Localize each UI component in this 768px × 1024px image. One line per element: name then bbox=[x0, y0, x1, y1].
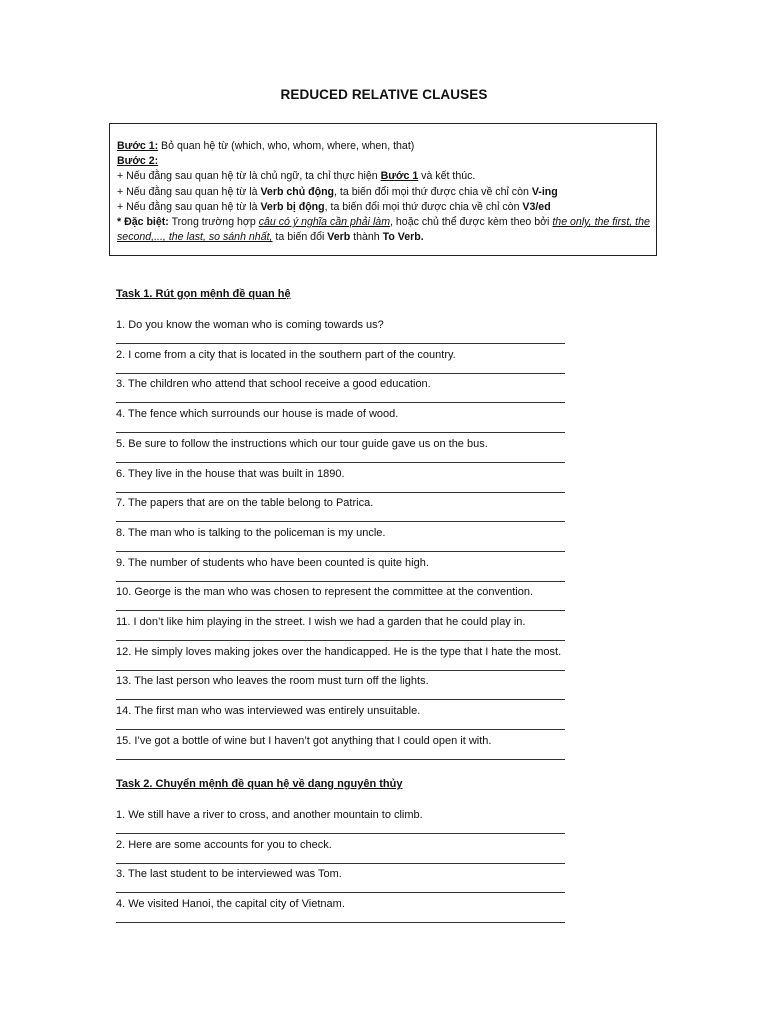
answer-line[interactable] bbox=[116, 833, 565, 834]
question-item: 13. The last person who leaves the room must turn off the lights. bbox=[116, 675, 429, 688]
question-item: 3. The children who attend that school receive a good education. bbox=[116, 378, 431, 391]
step2-label: Bước 2: bbox=[117, 155, 159, 168]
question-item: 2. I come from a city that is located in the southern part of the country. bbox=[116, 348, 456, 361]
answer-line[interactable] bbox=[116, 402, 565, 403]
rule-special bbox=[117, 215, 650, 245]
answer-line[interactable] bbox=[116, 492, 565, 493]
question-item: 5. Be sure to follow the instructions which our tour guide gave us on the bus. bbox=[116, 437, 488, 450]
special-thanh: thành bbox=[350, 231, 383, 244]
answer-line[interactable] bbox=[116, 892, 565, 893]
question-item: 4. We visited Hanoi, the capital city of Vietnam. bbox=[116, 898, 345, 911]
special-italic-1: câu có ý nghĩa cần phải làm bbox=[258, 216, 391, 229]
question-item: 2. Here are some accounts for you to check. bbox=[116, 838, 332, 851]
question-item: 12. He simply loves making jokes over the handicapped. He is the type that I hate the most. bbox=[116, 645, 562, 658]
rule-c-end: V3/ed bbox=[522, 200, 551, 213]
rule-c-bold: Verb bị động bbox=[260, 200, 325, 213]
task2-heading: Task 2. Chuyển mệnh đề quan hệ về dạng nguyên thủy bbox=[116, 778, 403, 790]
special-to-verb: To Verb. bbox=[382, 231, 424, 244]
question-item: 3. The last student to be interviewed was Tom. bbox=[116, 868, 342, 881]
question-item: 1. Do you know the woman who is coming towards us? bbox=[116, 319, 384, 331]
special-post: ta biến đổi bbox=[272, 231, 328, 244]
answer-line[interactable] bbox=[116, 581, 565, 582]
special-label: * Đặc biệt: bbox=[117, 216, 169, 229]
rule-passive bbox=[117, 200, 650, 215]
answer-line[interactable] bbox=[116, 343, 565, 344]
rule-a-post: và kết thúc. bbox=[418, 170, 476, 183]
answer-line[interactable] bbox=[116, 729, 565, 730]
rule-a-bold: Bước 1 bbox=[380, 170, 419, 183]
answer-line[interactable] bbox=[116, 759, 565, 760]
question-item: 1. We still have a river to cross, and another mountain to climb. bbox=[116, 809, 423, 821]
step1-text: Bỏ quan hệ từ (which, who, whom, where, when, that) bbox=[158, 140, 415, 152]
rules-box bbox=[109, 123, 657, 256]
answer-line[interactable] bbox=[116, 373, 565, 374]
question-item: 6. They live in the house that was built in 1890. bbox=[116, 467, 345, 480]
answer-line[interactable] bbox=[116, 670, 565, 671]
rule-b-end: V-ing bbox=[531, 185, 558, 198]
answer-line[interactable] bbox=[116, 521, 565, 522]
answer-line[interactable] bbox=[116, 610, 565, 611]
rule-step1 bbox=[117, 139, 650, 154]
answer-line[interactable] bbox=[116, 640, 565, 641]
page-title: REDUCED RELATIVE CLAUSES bbox=[280, 87, 488, 102]
special-italic-2: the only, the first, the second,..., the last, so sánh nhất, bbox=[117, 216, 650, 244]
question-item: 4. The fence which surrounds our house is made of wood. bbox=[116, 408, 399, 421]
answer-line[interactable] bbox=[116, 863, 565, 864]
question-item: 8. The man who is talking to the policeman is my uncle. bbox=[116, 526, 386, 539]
step1-label: Bước 1: bbox=[117, 140, 159, 152]
rule-b-bold: Verb chủ động bbox=[260, 185, 335, 198]
answer-line[interactable] bbox=[116, 922, 565, 923]
rule-step2 bbox=[117, 154, 650, 169]
question-item: 7. The papers that are on the table belong to Patrica. bbox=[116, 497, 374, 510]
rule-subject bbox=[117, 169, 650, 184]
rule-b-pre: + Nếu đằng sau quan hệ từ là bbox=[117, 185, 261, 198]
question-item: 15. I’ve got a bottle of wine but I haven’t got anything that I could open it with. bbox=[116, 734, 492, 747]
task1-heading: Task 1. Rút gọn mệnh đề quan hệ bbox=[116, 288, 291, 300]
special-mid: , hoặc chủ thể được kèm theo bởi bbox=[390, 216, 553, 229]
rule-b-mid: , ta biến đổi mọi thứ được chia về chỉ còn bbox=[334, 185, 532, 198]
question-item: 11. I don’t like him playing in the street. I wish we had a garden that he could play in. bbox=[116, 616, 526, 628]
special-pre: Trong trường hợp bbox=[168, 216, 259, 229]
answer-line[interactable] bbox=[116, 699, 565, 700]
question-item: 14. The first man who was interviewed was entirely unsuitable. bbox=[116, 705, 421, 718]
answer-line[interactable] bbox=[116, 432, 565, 433]
rule-a-pre: + Nếu đằng sau quan hệ từ là chủ ngữ, ta chỉ thực hiện bbox=[117, 170, 381, 183]
answer-line[interactable] bbox=[116, 551, 565, 552]
question-item: 10. George is the man who was chosen to represent the committee at the convention. bbox=[116, 586, 534, 599]
rule-c-mid: , ta biến đổi mọi thứ được chia về chỉ còn bbox=[324, 200, 523, 213]
rule-active bbox=[117, 185, 650, 200]
special-verb: Verb bbox=[327, 231, 351, 244]
rule-c-pre: + Nếu đằng sau quan hệ từ là bbox=[117, 200, 261, 213]
question-item: 9. The number of students who have been counted is quite high. bbox=[116, 556, 429, 569]
answer-line[interactable] bbox=[116, 462, 565, 463]
